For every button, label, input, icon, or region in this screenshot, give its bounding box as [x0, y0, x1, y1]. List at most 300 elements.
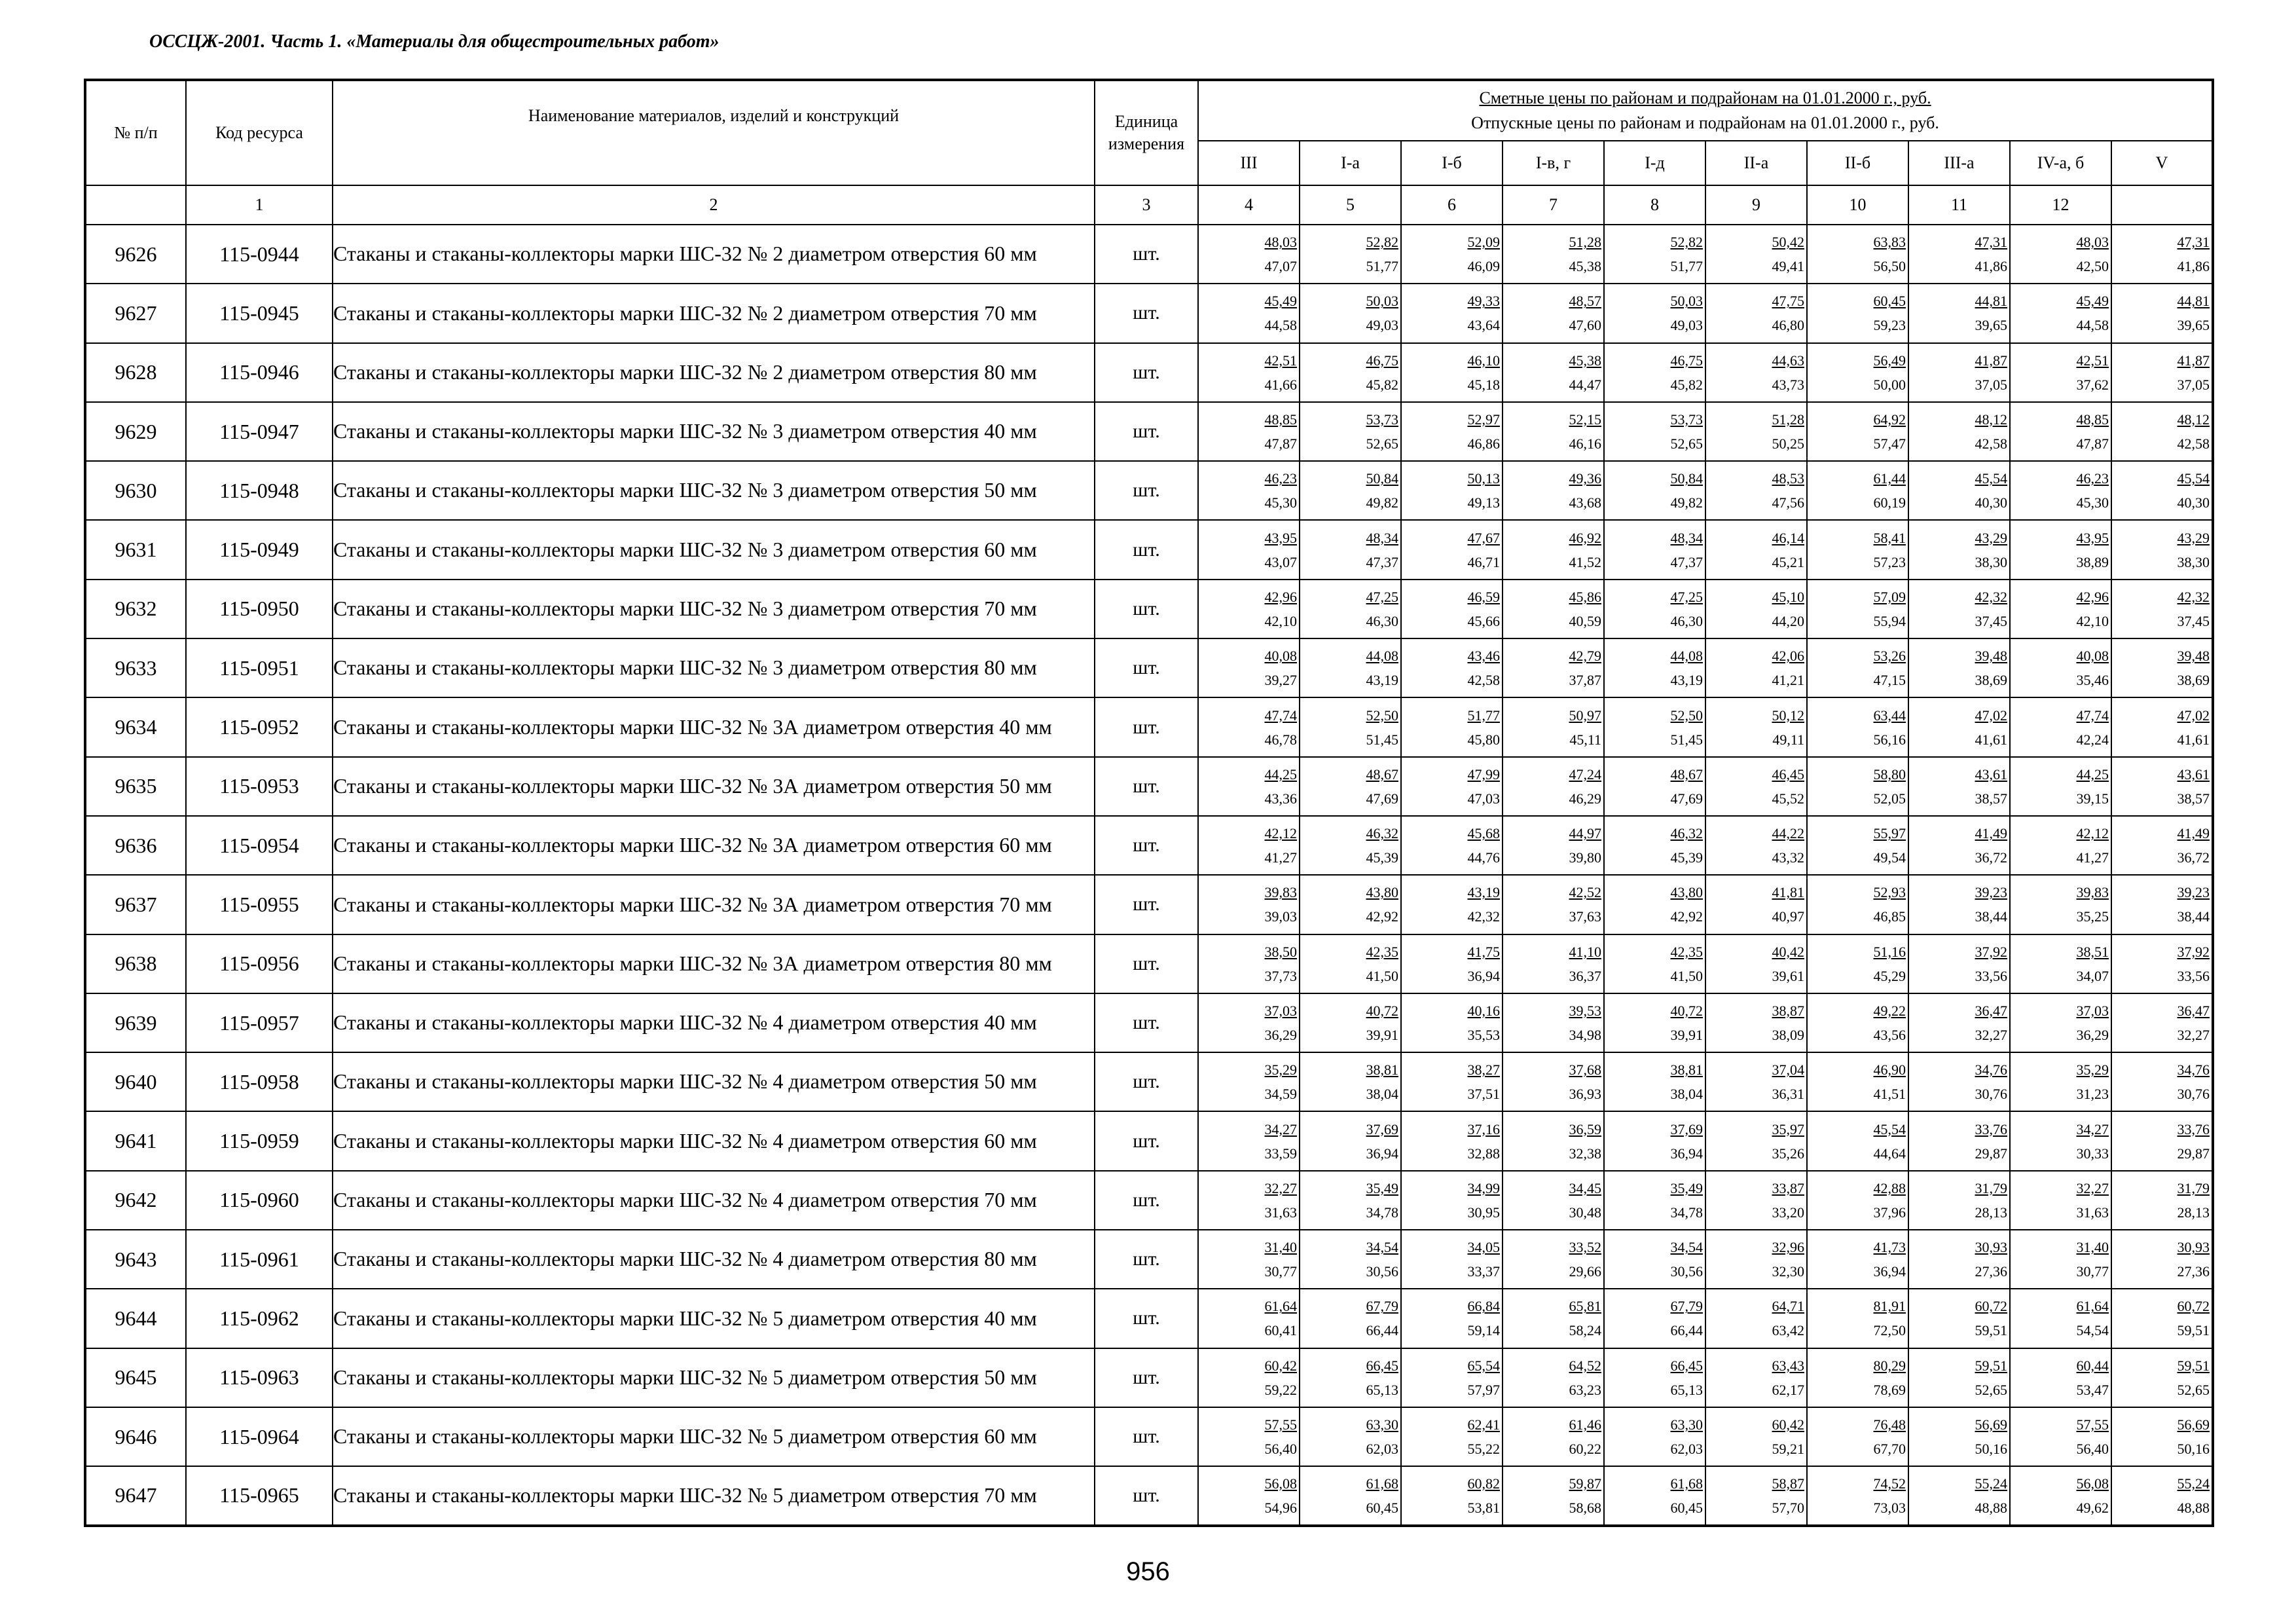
region-header: V — [2111, 141, 2213, 185]
price-cell — [1705, 1348, 1807, 1407]
estimate-price: 33,52 — [1569, 1239, 1601, 1256]
table-row — [85, 1111, 2213, 1170]
release-price: 30,56 — [1366, 1263, 1398, 1280]
estimate-price: 42,35 — [1366, 943, 1398, 960]
price-cell — [1807, 993, 1908, 1052]
estimate-price: 50,03 — [1366, 293, 1398, 310]
estimate-price: 34,54 — [1670, 1239, 1703, 1256]
row-number: 9645 — [85, 1348, 186, 1407]
estimate-price: 59,87 — [1569, 1475, 1601, 1492]
table-header — [85, 80, 2213, 225]
price-cell — [1604, 1407, 1705, 1466]
price-cell — [1300, 520, 1401, 579]
estimate-price: 44,63 — [1772, 352, 1804, 369]
release-price: 49,54 — [1873, 849, 1906, 866]
release-price: 38,57 — [2177, 790, 2210, 807]
release-price: 46,71 — [1467, 553, 1500, 570]
release-price: 67,70 — [1873, 1441, 1906, 1458]
price-cell — [1604, 934, 1705, 993]
estimate-price: 76,48 — [1873, 1416, 1906, 1433]
release-price: 39,91 — [1366, 1027, 1398, 1043]
unit-of-measure: шт. — [1095, 1052, 1198, 1111]
table-row — [85, 1289, 2213, 1348]
price-cell — [1401, 1230, 1503, 1289]
price-cell — [1705, 993, 1807, 1052]
release-price: 46,80 — [1772, 317, 1804, 334]
price-cell — [1300, 1466, 1401, 1525]
estimate-price: 38,50 — [1264, 943, 1297, 960]
price-cell — [1401, 1111, 1503, 1170]
estimate-price: 42,12 — [1264, 825, 1297, 842]
estimate-price: 46,23 — [1264, 470, 1297, 487]
price-cell — [2010, 284, 2111, 342]
release-price: 60,45 — [1366, 1499, 1398, 1516]
release-price: 32,27 — [2177, 1027, 2210, 1043]
price-cell — [1401, 757, 1503, 816]
price-cell — [1503, 284, 1604, 342]
price-cell — [1401, 1171, 1503, 1230]
resource-code: 115-0962 — [186, 1289, 333, 1348]
price-cell — [1300, 461, 1401, 520]
resource-code: 115-0964 — [186, 1407, 333, 1466]
price-cell — [1503, 1171, 1604, 1230]
price-cell — [1198, 461, 1300, 520]
estimate-price: 59,51 — [2177, 1357, 2210, 1374]
estimate-price: 40,42 — [1772, 943, 1804, 960]
release-price: 42,58 — [1467, 672, 1500, 689]
price-cell — [2010, 520, 2111, 579]
header-name — [333, 80, 1095, 185]
price-cell — [1604, 875, 1705, 934]
price-cell — [1604, 816, 1705, 875]
release-price: 41,86 — [1975, 258, 2007, 275]
release-price: 39,27 — [1264, 672, 1297, 689]
release-price: 55,94 — [1873, 612, 1906, 629]
release-price: 41,27 — [2076, 849, 2109, 866]
estimate-price: 39,23 — [2177, 884, 2210, 901]
table-row — [85, 816, 2213, 875]
resource-code: 115-0963 — [186, 1348, 333, 1407]
estimate-price: 42,51 — [1264, 352, 1297, 369]
estimate-price: 35,97 — [1772, 1120, 1804, 1137]
release-price: 39,80 — [1569, 849, 1601, 866]
estimate-price: 31,79 — [2177, 1179, 2210, 1196]
column-number: 8 — [1604, 185, 1705, 225]
release-price: 44,76 — [1467, 849, 1500, 866]
unit-of-measure: шт. — [1095, 1466, 1198, 1525]
estimate-price: 39,83 — [2076, 884, 2109, 901]
release-price: 41,61 — [1975, 731, 2007, 748]
price-cell — [1401, 402, 1503, 461]
release-price: 53,81 — [1467, 1499, 1500, 1516]
price-cell — [1705, 1407, 1807, 1466]
table-row — [85, 225, 2213, 284]
release-price: 39,91 — [1670, 1027, 1703, 1043]
estimate-price: 40,08 — [2076, 648, 2109, 665]
estimate-price: 32,96 — [1772, 1239, 1804, 1256]
estimate-price: 53,26 — [1873, 648, 1906, 665]
price-cell — [1300, 225, 1401, 284]
release-price: 34,98 — [1569, 1027, 1601, 1043]
release-price: 29,87 — [1975, 1145, 2007, 1162]
column-number: 12 — [2010, 185, 2111, 225]
price-cell — [2010, 816, 2111, 875]
release-price: 41,21 — [1772, 672, 1804, 689]
estimate-price: 34,05 — [1467, 1239, 1500, 1256]
release-price: 47,37 — [1366, 553, 1398, 570]
release-price: 45,21 — [1772, 553, 1804, 570]
price-cell — [2111, 1289, 2213, 1348]
estimate-price: 56,69 — [2177, 1416, 2210, 1433]
material-name: Стаканы и стаканы-коллекторы марки ШС-32 № 4 диаметром отверстия 80 мм — [333, 1230, 1095, 1289]
estimate-price: 49,33 — [1467, 293, 1500, 310]
release-price: 59,23 — [1873, 317, 1906, 334]
price-cell — [1503, 1289, 1604, 1348]
release-price: 42,92 — [1670, 908, 1703, 925]
estimate-price: 60,82 — [1467, 1475, 1500, 1492]
unit-of-measure: шт. — [1095, 580, 1198, 638]
table-row — [85, 875, 2213, 934]
estimate-price: 64,52 — [1569, 1357, 1601, 1374]
release-price: 36,31 — [1772, 1086, 1804, 1103]
estimate-price: 36,59 — [1569, 1120, 1601, 1137]
estimate-price: 44,22 — [1772, 825, 1804, 842]
estimate-price: 60,42 — [1264, 1357, 1297, 1374]
unit-of-measure: шт. — [1095, 402, 1198, 461]
release-price: 40,30 — [2177, 494, 2210, 511]
release-price: 65,13 — [1366, 1381, 1398, 1398]
estimate-price: 58,80 — [1873, 766, 1906, 783]
price-cell — [1198, 1111, 1300, 1170]
release-price: 38,30 — [1975, 553, 2007, 570]
price-cell — [1807, 1407, 1908, 1466]
release-price: 39,15 — [2076, 790, 2109, 807]
release-price: 47,37 — [1670, 553, 1703, 570]
unit-of-measure: шт. — [1095, 816, 1198, 875]
price-cell — [1807, 1466, 1908, 1525]
release-price: 39,61 — [1772, 967, 1804, 984]
release-price: 49,03 — [1670, 317, 1703, 334]
estimate-price: 38,87 — [1772, 1003, 1804, 1019]
price-cell — [1300, 580, 1401, 638]
price-cell — [1198, 1052, 1300, 1111]
resource-code: 115-0959 — [186, 1111, 333, 1170]
estimate-price: 61,64 — [1264, 1298, 1297, 1315]
material-name: Стаканы и стаканы-коллекторы марки ШС-32 № 2 диаметром отверстия 80 мм — [333, 343, 1095, 402]
price-cell — [2010, 875, 2111, 934]
estimate-price: 56,08 — [2076, 1475, 2109, 1492]
material-name: Стаканы и стаканы-коллекторы марки ШС-32 № 5 диаметром отверстия 40 мм — [333, 1289, 1095, 1348]
estimate-price: 35,29 — [2076, 1061, 2109, 1079]
release-price: 45,39 — [1670, 849, 1703, 866]
price-cell — [1705, 757, 1807, 816]
price-cell — [1604, 461, 1705, 520]
table-row — [85, 1348, 2213, 1407]
price-cell — [1503, 697, 1604, 756]
price-cell — [1908, 757, 2010, 816]
estimate-price: 43,29 — [2177, 529, 2210, 546]
estimate-price: 52,15 — [1569, 411, 1601, 428]
row-number: 9634 — [85, 697, 186, 756]
estimate-price: 42,32 — [1975, 588, 2007, 605]
price-cell — [1198, 1289, 1300, 1348]
price-cell — [1503, 757, 1604, 816]
price-cell — [1908, 1289, 2010, 1348]
estimate-price: 67,79 — [1670, 1298, 1703, 1315]
price-cell — [2010, 697, 2111, 756]
release-price: 43,07 — [1264, 553, 1297, 570]
release-price: 30,56 — [1670, 1263, 1703, 1280]
estimate-price: 41,10 — [1569, 943, 1601, 960]
release-price: 60,19 — [1873, 494, 1906, 511]
price-cell — [1604, 757, 1705, 816]
price-cell — [2010, 934, 2111, 993]
price-cell — [2111, 934, 2213, 993]
price-cell — [1604, 580, 1705, 638]
material-name: Стаканы и стаканы-коллекторы марки ШС-32 № 3 диаметром отверстия 40 мм — [333, 402, 1095, 461]
release-price: 39,65 — [1975, 317, 2007, 334]
release-price: 72,50 — [1873, 1322, 1906, 1339]
estimate-price: 56,49 — [1873, 352, 1906, 369]
estimate-price: 39,48 — [2177, 648, 2210, 665]
resource-code: 115-0952 — [186, 697, 333, 756]
price-cell — [1604, 520, 1705, 579]
estimate-price: 42,52 — [1569, 884, 1601, 901]
table-row — [85, 343, 2213, 402]
release-price: 37,45 — [1975, 612, 2007, 629]
estimate-price: 48,67 — [1366, 766, 1398, 783]
price-cell — [2111, 697, 2213, 756]
header-prices — [1198, 80, 2213, 141]
table-row — [85, 520, 2213, 579]
estimate-price: 43,19 — [1467, 884, 1500, 901]
estimate-price: 66,45 — [1670, 1357, 1703, 1374]
estimate-price: 37,04 — [1772, 1061, 1804, 1079]
price-cell — [1908, 402, 2010, 461]
release-price: 49,11 — [1772, 731, 1804, 748]
price-cell — [1807, 1111, 1908, 1170]
price-cell — [1705, 1111, 1807, 1170]
estimate-price: 57,55 — [2076, 1416, 2109, 1433]
price-cell — [1604, 1466, 1705, 1525]
release-price: 32,27 — [1975, 1027, 2007, 1043]
estimate-price: 60,72 — [1975, 1298, 2007, 1315]
release-price: 41,66 — [1264, 376, 1297, 393]
release-price: 45,11 — [1569, 731, 1601, 748]
price-cell — [1807, 343, 1908, 402]
release-price: 42,10 — [2076, 612, 2109, 629]
release-price: 58,68 — [1569, 1499, 1601, 1516]
release-price: 45,29 — [1873, 967, 1906, 984]
release-price: 48,88 — [1975, 1499, 2007, 1516]
row-number: 9630 — [85, 461, 186, 520]
release-price: 34,78 — [1670, 1204, 1703, 1221]
estimate-price: 50,84 — [1670, 470, 1703, 487]
release-price: 56,40 — [2076, 1441, 2109, 1458]
release-price: 49,41 — [1772, 258, 1804, 275]
region-header: I-а — [1300, 141, 1401, 185]
release-price: 32,88 — [1467, 1145, 1500, 1162]
estimate-price: 48,85 — [2076, 411, 2109, 428]
estimate-price: 61,68 — [1670, 1475, 1703, 1492]
estimate-price: 38,81 — [1366, 1061, 1398, 1079]
estimate-price: 48,12 — [2177, 411, 2210, 428]
estimate-price: 61,44 — [1873, 470, 1906, 487]
estimate-price: 41,87 — [2177, 352, 2210, 369]
price-cell — [1503, 402, 1604, 461]
release-price: 44,58 — [1264, 317, 1297, 334]
price-cell — [1807, 1052, 1908, 1111]
estimate-price: 34,54 — [1366, 1239, 1398, 1256]
resource-code: 115-0960 — [186, 1171, 333, 1230]
estimate-price: 60,44 — [2076, 1357, 2109, 1374]
estimate-price: 50,12 — [1772, 707, 1804, 724]
material-name: Стаканы и стаканы-коллекторы марки ШС-32 № 5 диаметром отверстия 60 мм — [333, 1407, 1095, 1466]
estimate-price: 53,73 — [1366, 411, 1398, 428]
estimate-price: 33,76 — [2177, 1120, 2210, 1137]
price-cell — [1198, 1230, 1300, 1289]
price-cell — [1705, 1230, 1807, 1289]
price-cell — [2010, 638, 2111, 697]
release-price: 62,03 — [1366, 1441, 1398, 1458]
header-code: Код ресурса — [186, 80, 333, 185]
table-row — [85, 284, 2213, 342]
estimate-price: 46,45 — [1772, 766, 1804, 783]
release-price: 44,58 — [2076, 317, 2109, 334]
estimate-price: 63,43 — [1772, 1357, 1804, 1374]
estimate-price: 47,31 — [2177, 234, 2210, 251]
estimate-price: 45,49 — [2076, 293, 2109, 310]
release-price: 37,05 — [1975, 376, 2007, 393]
price-cell — [1908, 1466, 2010, 1525]
release-price: 46,16 — [1569, 435, 1601, 452]
estimate-price: 47,25 — [1366, 588, 1398, 605]
estimate-price: 38,27 — [1467, 1061, 1500, 1079]
price-cell — [2111, 580, 2213, 638]
estimate-price: 52,93 — [1873, 884, 1906, 901]
estimate-price: 61,68 — [1366, 1475, 1398, 1492]
header-prices-release: Отпускные цены по районам и подрайонам на 01.01.2000 г., руб. — [1471, 113, 1939, 132]
estimate-price: 57,09 — [1873, 588, 1906, 605]
price-cell — [1604, 343, 1705, 402]
release-price: 44,47 — [1569, 376, 1601, 393]
release-price: 45,52 — [1772, 790, 1804, 807]
price-cell — [1908, 875, 2010, 934]
release-price: 63,42 — [1772, 1322, 1804, 1339]
resource-code: 115-0961 — [186, 1230, 333, 1289]
release-price: 27,36 — [2177, 1263, 2210, 1280]
release-price: 38,44 — [1975, 908, 2007, 925]
estimate-price: 63,30 — [1366, 1416, 1398, 1433]
price-cell — [1705, 580, 1807, 638]
release-price: 31,63 — [2076, 1204, 2109, 1221]
estimate-price: 43,80 — [1670, 884, 1703, 901]
resource-code: 115-0947 — [186, 402, 333, 461]
column-number-row — [85, 185, 2213, 225]
release-price: 34,59 — [1264, 1086, 1297, 1103]
estimate-price: 38,81 — [1670, 1061, 1703, 1079]
estimate-price: 49,36 — [1569, 470, 1601, 487]
estimate-price: 45,86 — [1569, 588, 1601, 605]
estimate-price: 45,54 — [2177, 470, 2210, 487]
material-name: Стаканы и стаканы-коллекторы марки ШС-32 № 2 диаметром отверстия 60 мм — [333, 225, 1095, 284]
price-cell — [1198, 284, 1300, 342]
estimate-price: 39,48 — [1975, 648, 2007, 665]
release-price: 36,72 — [1975, 849, 2007, 866]
row-number: 9639 — [85, 993, 186, 1052]
price-cell — [1908, 343, 2010, 402]
price-cell — [1401, 1052, 1503, 1111]
release-price: 30,48 — [1569, 1204, 1601, 1221]
estimate-price: 65,54 — [1467, 1357, 1500, 1374]
estimate-price: 42,32 — [2177, 588, 2210, 605]
release-price: 30,76 — [2177, 1086, 2210, 1103]
estimate-price: 31,40 — [1264, 1239, 1297, 1256]
release-price: 42,32 — [1467, 908, 1500, 925]
material-name: Стаканы и стаканы-коллекторы марки ШС-32 № 3А диаметром отверстия 70 мм — [333, 875, 1095, 934]
price-cell — [2010, 757, 2111, 816]
release-price: 32,30 — [1772, 1263, 1804, 1280]
estimate-price: 39,83 — [1264, 884, 1297, 901]
table-body — [85, 225, 2213, 1526]
estimate-price: 43,95 — [1264, 529, 1297, 546]
table-row — [85, 638, 2213, 697]
row-number: 9641 — [85, 1111, 186, 1170]
release-price: 47,56 — [1772, 494, 1804, 511]
region-header: I-в, г — [1503, 141, 1604, 185]
price-cell — [1300, 1111, 1401, 1170]
estimate-price: 46,23 — [2076, 470, 2109, 487]
release-price: 45,82 — [1366, 376, 1398, 393]
estimate-price: 31,79 — [1975, 1179, 2007, 1196]
price-cell — [2111, 1171, 2213, 1230]
price-cell — [1503, 1348, 1604, 1407]
price-cell — [1807, 1230, 1908, 1289]
release-price: 60,45 — [1670, 1499, 1703, 1516]
price-cell — [1198, 993, 1300, 1052]
row-number: 9635 — [85, 757, 186, 816]
estimate-price: 47,67 — [1467, 529, 1500, 546]
price-cell — [1503, 1230, 1604, 1289]
price-cell — [1908, 1111, 2010, 1170]
region-header: II-а — [1705, 141, 1807, 185]
release-price: 41,51 — [1873, 1086, 1906, 1103]
release-price: 46,30 — [1366, 612, 1398, 629]
release-price: 63,23 — [1569, 1381, 1601, 1398]
material-name: Стаканы и стаканы-коллекторы марки ШС-32 № 3А диаметром отверстия 80 мм — [333, 934, 1095, 993]
estimate-price: 46,92 — [1569, 529, 1601, 546]
release-price: 60,22 — [1569, 1441, 1601, 1458]
price-cell — [1807, 697, 1908, 756]
release-price: 35,53 — [1467, 1027, 1500, 1043]
release-price: 49,82 — [1670, 494, 1703, 511]
estimate-price: 48,03 — [1264, 234, 1297, 251]
price-cell — [1198, 875, 1300, 934]
price-cell — [1300, 1348, 1401, 1407]
row-number: 9633 — [85, 638, 186, 697]
estimate-price: 34,76 — [1975, 1061, 2007, 1079]
price-cell — [1705, 816, 1807, 875]
estimate-price: 43,80 — [1366, 884, 1398, 901]
release-price: 40,30 — [1975, 494, 2007, 511]
price-cell — [1198, 934, 1300, 993]
estimate-price: 52,97 — [1467, 411, 1500, 428]
row-number: 9646 — [85, 1407, 186, 1466]
material-name: Стаканы и стаканы-коллекторы марки ШС-32 № 4 диаметром отверстия 50 мм — [333, 1052, 1095, 1111]
row-number: 9638 — [85, 934, 186, 993]
price-cell — [2111, 461, 2213, 520]
release-price: 46,78 — [1264, 731, 1297, 748]
